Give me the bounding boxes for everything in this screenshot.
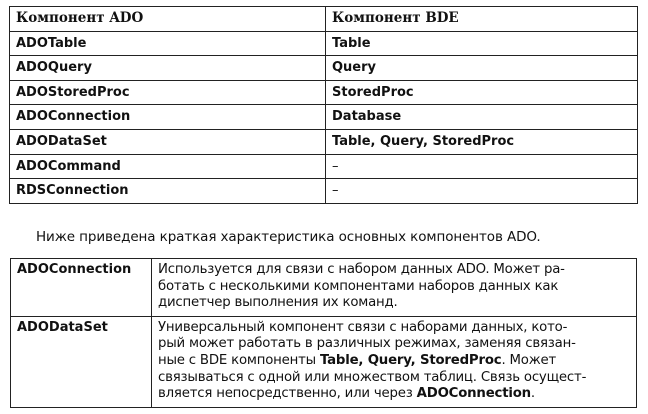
table-row: [10, 31, 638, 56]
bde-cell: Table: [326, 31, 638, 56]
adoconnection-bold: ADOConnection: [416, 386, 531, 402]
description-text: .: [530, 386, 535, 402]
bde-cell: StoredProc: [326, 80, 638, 105]
bde-cell: Query: [326, 56, 638, 81]
ado-cell: ADODataSet: [10, 129, 326, 154]
description-line: рый может работать в различных режимах, заменяя связан-: [158, 336, 576, 352]
ado-cell: ADOQuery: [10, 56, 326, 81]
description-line: Универсальный компонент связи с наборами данных, кото-: [158, 319, 568, 335]
table-row: [10, 56, 638, 81]
bde-cell: Database: [326, 105, 638, 130]
component-description-table: [10, 258, 637, 408]
bde-cell: Table, Query, StoredProc: [326, 129, 638, 154]
component-description: [152, 316, 637, 407]
table-row: [10, 154, 638, 179]
header-bde: Компонент BDE: [326, 7, 638, 32]
bde-components-bold: Table, Query, StoredProc: [320, 352, 502, 368]
component-name: ADODataSet: [11, 316, 152, 407]
ado-cell: ADOTable: [10, 31, 326, 56]
table-row: [11, 259, 637, 317]
table-row: [10, 179, 638, 204]
table-row: [10, 105, 638, 130]
description-line: Используется для связи с набором данных ADO. Может ра-: [158, 262, 565, 277]
header-ado: Компонент ADO: [10, 7, 326, 32]
component-mapping-table: [9, 6, 638, 204]
bde-cell: –: [326, 154, 638, 179]
description-line: [158, 386, 630, 403]
ado-cell: ADOCommand: [10, 154, 326, 179]
ado-cell: ADOConnection: [10, 105, 326, 130]
table-row: [10, 80, 638, 105]
description-text: . Может: [501, 352, 557, 368]
bde-cell: –: [326, 179, 638, 204]
component-description: [152, 259, 637, 317]
description-line: диспетчер выполнения их команд.: [158, 295, 398, 311]
description-line: связываться с одной или множеством таблиц. Связь осущест-: [158, 369, 587, 385]
component-name: ADOConnection: [11, 259, 152, 317]
description-line: [158, 353, 630, 370]
description-line: ботать с несколькими компонентами наборов данных как: [158, 278, 559, 294]
ado-cell: RDSConnection: [10, 179, 326, 204]
caption-text: Ниже приведена краткая характеристика основных компонентов ADO.: [36, 229, 541, 245]
description-text: вляется непосредственно, или через: [158, 386, 417, 402]
table-row: [10, 129, 638, 154]
table-header-row: [10, 7, 638, 32]
table-row: [11, 316, 637, 407]
ado-cell: ADOStoredProc: [10, 80, 326, 105]
description-text: ные с BDE компоненты: [158, 352, 320, 368]
